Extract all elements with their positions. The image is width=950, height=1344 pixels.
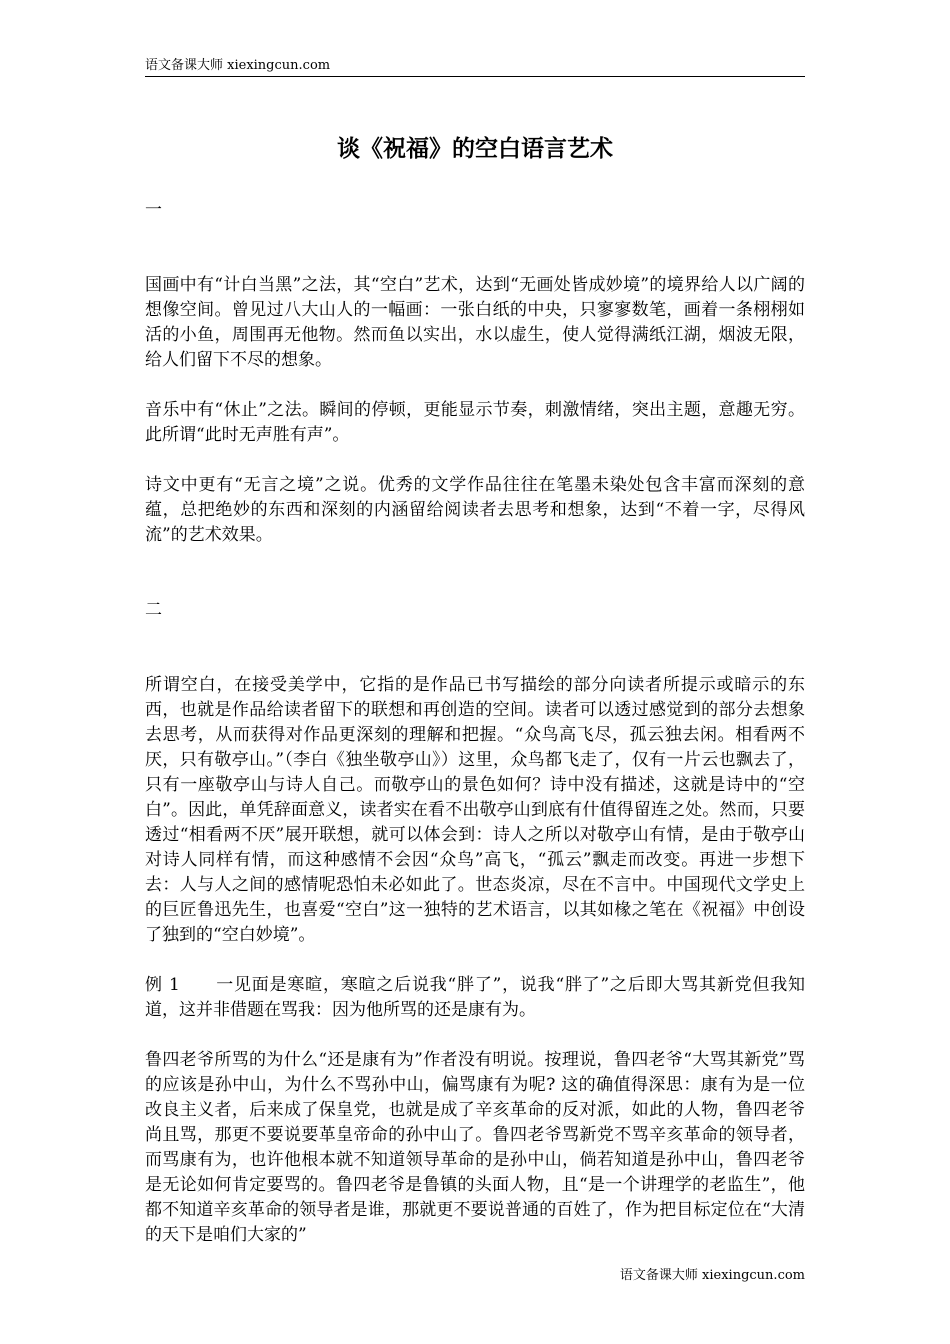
article-title: 谈《祝福》的空白语言艺术 (337, 136, 613, 162)
paragraph-2-3: 鲁四老爷所骂的为什么“还是康有为”作者没有明说。按理说，鲁四老爷“大骂其新党”骂的应该是孙中山，为什么不骂孙中山，偏骂康有为呢? 这的确值得深思：康有为是一位改良主义者，后来成了保皇党，也就是成了辛亥革命的反对派，如此的人物，鲁四老爷尚且骂，那更不要说要革皇帝命的孙中山了。鲁四老爷骂新党不骂辛亥革命的领导者，而骂康有为，也许他根本就不知道领导革命的是孙中山，倘若知道是孙中山，鲁四老爷是无论如何肯定要骂的。鲁四老爷是鲁镇的头面人物，且“是一个讲理学的老监生”，他都不知道辛亥革命的领导者是谁，那就更不要说普通的百姓了，作为把目标定位在“大清的天下是咱们大家的” (145, 1050, 805, 1245)
paragraph-2-2: 例 1 一见面是寒暄，寒暄之后说我“胖了”，说我“胖了”之后即大骂其新党但我知道，这并非借题在骂我：因为他所骂的还是康有为。 (145, 975, 805, 1020)
section-heading-2: 二 (145, 600, 162, 620)
page-footer: 语文备课大师 xiexingcun.com (619, 1268, 805, 1283)
paragraph-2-1: 所谓空白，在接受美学中，它指的是作品已书写描绘的部分向读者所提示或暗示的东西，也就是作品给读者留下的联想和再创造的空间。读者可以透过感觉到的部分去想象去思考，从而获得对作品更深刻的理解和把握。“众鸟高飞尽，孤云独去闲。相看两不厌，只有敬亭山。”（李白《独坐敬亭山》）这里，众鸟都飞走了，仅有一片云也飘去了，只有一座敬亭山与诗人自己。而敬亭山的景色如何？诗中没有描述，这就是诗中的“空白”。因此，单凭辞面意义，读者实在看不出敬亭山到底有什值得留连之处。然而，只要透过“相看两不厌”展开联想，就可以体会到：诗人之所以对敬亭山有情，是由于敬亭山对诗人同样有情，而这种感情不会因“众鸟”高飞，“孤云”飘走而改变。再进一步想下去：人与人之间的感情呢恐怕未必如此了。世态炎凉，尽在不言中。中国现代文学史上的巨匠鲁迅先生，也喜爱“空白”这一独特的艺术语言，以其如椽之笔在《祝福》中创设了独到的“空白妙境”。 (145, 675, 805, 945)
page-header: 语文备课大师 xiexingcun.com (145, 58, 805, 77)
paragraph-1-3: 诗文中更有“无言之境”之说。优秀的文学作品往往在笔墨未染处包含丰富而深刻的意蕴，总把绝妙的东西和深刻的内涵留给阅读者去思考和想象，达到“不着一字，尽得风流”的艺术效果。 (145, 475, 805, 545)
paragraph-1-1: 国画中有“计白当黑”之法，其“空白”艺术，达到“无画处皆成妙境”的境界给人以广阔的想像空间。曾见过八大山人的一幅画：一张白纸的中央，只寥寥数笔，画着一条栩栩如活的小鱼，周围再无他物。然而鱼以实出，水以虚生，使人觉得满纸江湖，烟波无限，给人们留下不尽的想象。 (145, 275, 805, 370)
article-body (145, 198, 805, 1248)
section-heading-1: 一 (145, 200, 162, 220)
paragraph-1-2: 音乐中有“休止”之法。瞬间的停顿，更能显示节奏，刺激情绪，突出主题，意趣无穷。此所谓“此时无声胜有声”。 (145, 400, 805, 445)
